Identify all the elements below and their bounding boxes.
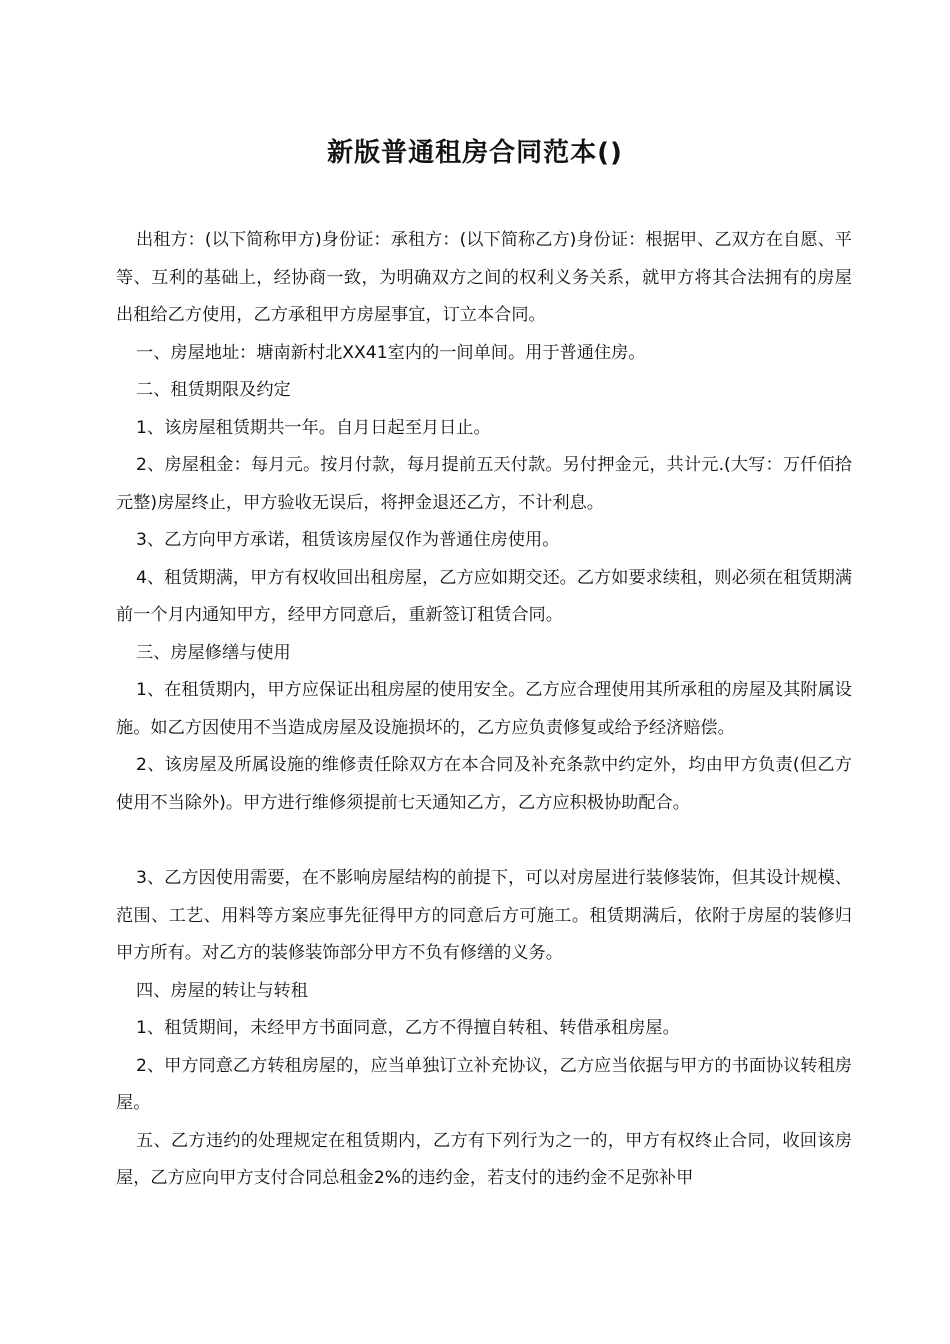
paragraph-intro: 出租方：(以下简称甲方)身份证：承租方：(以下简称乙方)身份证：根据甲、乙双方在自愿、平等、互利的基础上，经协商一致，为明确双方之间的权利义务关系，就甲方将其合法拥有的房屋出租给乙方使用，乙方承租甲方房屋事宜，订立本合同。 (116, 230, 852, 325)
clause-3-2: 2、该房屋及所属设施的维修责任除双方在本合同及补充条款中约定外，均由甲方负责(但乙方使用不当除外)。甲方进行维修须提前七天通知乙方，乙方应积极协助配合。 (116, 755, 852, 813)
clause-2-4: 4、租赁期满，甲方有权收回出租房屋，乙方应如期交还。乙方如要求续租，则必须在租赁期满前一个月内通知甲方，经甲方同意后，重新签订租赁合同。 (116, 567, 852, 625)
clause-4-2: 2、甲方同意乙方转租房屋的，应当单独订立补充协议，乙方应当依据与甲方的书面协议转租房屋。 (116, 1055, 852, 1113)
clause-2-2: 2、房屋租金：每月元。按月付款，每月提前五天付款。另付押金元，共计元.(大写：万仟佰拾元整)房屋终止，甲方验收无误后，将押金退还乙方，不计利息。 (116, 455, 852, 513)
section-1-address: 一、房屋地址：塘南新村北XX41室内的一间单间。用于普通住房。 (136, 342, 646, 363)
section-5-paragraph: 五、乙方违约的处理规定在租赁期内，乙方有下列行为之一的，甲方有权终止合同，收回该房屋，乙方应向甲方支付合同总租金2%的违约金，若支付的违约金不足弥补甲 (116, 1130, 852, 1188)
document-body (116, 222, 852, 1198)
document-title: 新版普通租房合同范本() (327, 138, 623, 168)
clause-3-3: 3、乙方因使用需要，在不影响房屋结构的前提下，可以对房屋进行装修装饰，但其设计规模、范围、工艺、用料等方案应事先征得甲方的同意后方可施工。租赁期满后，依附于房屋的装修归甲方所有。对乙方的装修装饰部分甲方不负有修缮的义务。 (116, 868, 852, 963)
section-4-heading: 四、房屋的转让与转租 (136, 980, 308, 1001)
section-3-heading: 三、房屋修缮与使用 (136, 642, 291, 663)
clause-2-1: 1、该房屋租赁期共一年。自月日起至月日止。 (136, 417, 491, 438)
clause-4-1: 1、租赁期间，未经甲方书面同意，乙方不得擅自转租、转借承租房屋。 (136, 1018, 680, 1038)
paragraph-gap (116, 822, 852, 860)
section-2-heading: 二、租赁期限及约定 (136, 380, 291, 400)
clause-2-3: 3、乙方向甲方承诺，租赁该房屋仅作为普通住房使用。 (136, 530, 560, 550)
clause-3-1: 1、在租赁期内，甲方应保证出租房屋的使用安全。乙方应合理使用其所承租的房屋及其附属设施。如乙方因使用不当造成房屋及设施损坏的，乙方应负责修复或给予经济赔偿。 (116, 680, 852, 738)
